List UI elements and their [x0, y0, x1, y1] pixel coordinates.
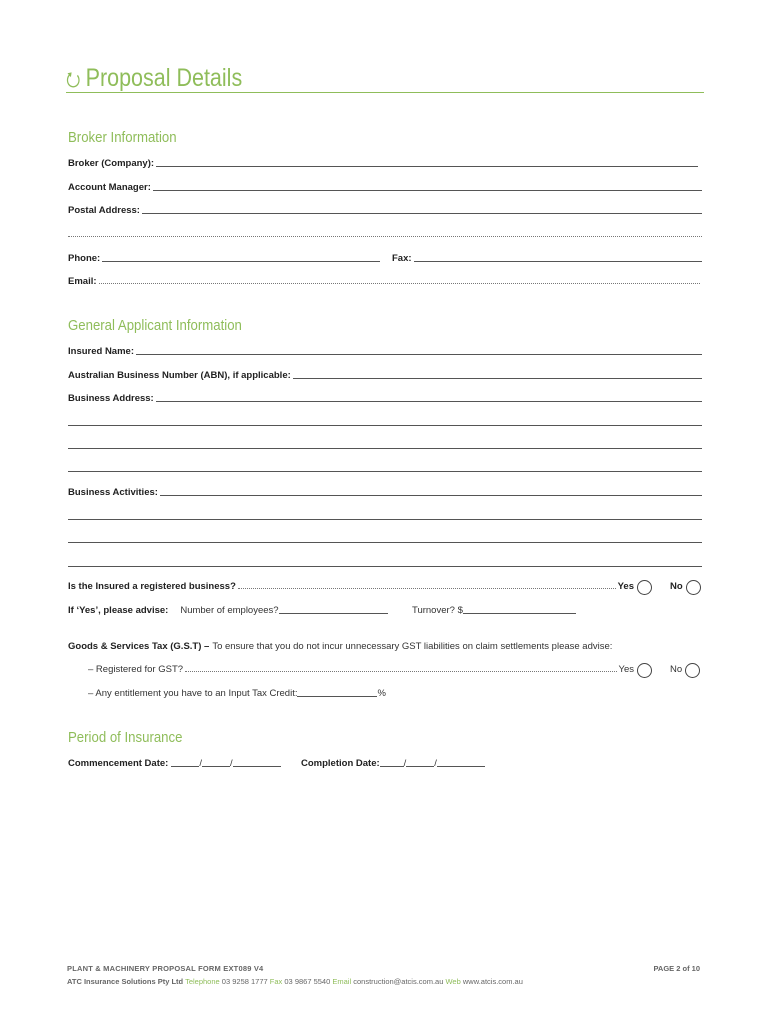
gst-label: Goods & Services Tax (G.S.T) – — [68, 641, 210, 652]
turnover-row — [412, 602, 576, 616]
footer-web[interactable]: www.atcis.com.au — [462, 977, 523, 986]
gst-no-group — [670, 661, 710, 675]
arrow-icon: ⭮ — [66, 69, 81, 91]
registered-business-question: Is the Insured a registered business? — [68, 581, 236, 592]
email-row — [68, 273, 702, 287]
if-yes-row — [68, 602, 388, 616]
turnover-field[interactable] — [463, 613, 576, 614]
completion-year-field[interactable] — [437, 766, 485, 767]
business-activities-row — [68, 484, 702, 498]
registered-no-radio[interactable] — [686, 580, 701, 595]
page-title-text: Proposal Details — [85, 64, 243, 92]
input-tax-credit-field[interactable] — [297, 696, 377, 697]
phone-field[interactable] — [102, 261, 380, 262]
postal-address-field[interactable] — [142, 213, 702, 214]
phone-row — [68, 250, 380, 264]
gst-registered-row — [88, 661, 652, 675]
completion-month-field[interactable] — [406, 766, 434, 767]
postal-address-row — [68, 202, 702, 216]
footer-form-name: PLANT & MACHINERY PROPOSAL FORM EXT089 V4 — [67, 964, 264, 973]
fax-field[interactable] — [414, 261, 702, 262]
business-address-label: Business Address: — [68, 393, 154, 404]
business-activities-field-3[interactable] — [68, 542, 702, 543]
broker-company-row — [68, 155, 698, 169]
gst-text: To ensure that you do not incur unnecessary GST liabilities on claim settlements please advise: — [212, 641, 613, 652]
business-address-field-4[interactable] — [68, 471, 702, 472]
account-manager-label: Account Manager: — [68, 182, 151, 193]
abn-row — [68, 367, 702, 381]
abn-label: Australian Business Number (ABN), if applicable: — [68, 370, 291, 381]
date-separator: / — [199, 758, 202, 769]
footer-telephone: 03 9258 1777 — [221, 977, 268, 986]
commencement-year-field[interactable] — [233, 766, 281, 767]
title-divider — [66, 92, 704, 93]
registered-yes-radio[interactable] — [637, 580, 652, 595]
turnover-label: Turnover? $ — [412, 605, 463, 616]
footer-fax: 03 9867 5540 — [284, 977, 331, 986]
input-tax-credit-label: – Any entitlement you have to an Input Tax Credit: — [88, 688, 298, 699]
phone-label: Phone: — [68, 253, 101, 264]
registered-no-group — [670, 578, 710, 592]
employees-label: Number of employees? — [180, 605, 279, 616]
footer-fax-label: Fax — [269, 977, 283, 986]
insured-name-row — [68, 343, 702, 357]
gst-registered-label: – Registered for GST? — [88, 664, 184, 675]
completion-day-field[interactable] — [380, 766, 404, 767]
if-yes-label: If ‘Yes’, please advise: — [68, 605, 169, 616]
email-field[interactable] — [99, 283, 700, 284]
account-manager-field[interactable] — [153, 190, 702, 191]
commencement-date-label: Commencement Date: — [68, 758, 169, 769]
insured-name-field[interactable] — [136, 354, 702, 355]
broker-company-field[interactable] — [156, 166, 698, 167]
footer-email[interactable]: construction@atcis.com.au — [353, 977, 444, 986]
page-number: PAGE 2 of 10 — [653, 964, 700, 973]
business-activities-field-4[interactable] — [68, 566, 702, 567]
footer-contact — [67, 977, 523, 986]
postal-address-field-2[interactable] — [68, 236, 702, 237]
section-title-applicant: General Applicant Information — [68, 317, 242, 334]
footer-email-label: Email — [332, 977, 352, 986]
fax-label: Fax: — [392, 253, 412, 264]
percent-sign: % — [377, 688, 386, 699]
footer-web-label: Web — [445, 977, 461, 986]
date-separator: / — [434, 758, 437, 769]
business-address-row — [68, 390, 702, 404]
footer-telephone-label: Telephone — [185, 977, 220, 986]
gst-yes-radio[interactable] — [637, 663, 652, 678]
completion-date-row — [301, 755, 511, 769]
employees-field[interactable] — [279, 613, 388, 614]
registered-business-row — [68, 578, 652, 592]
commencement-date-row — [68, 755, 298, 769]
business-address-field-2[interactable] — [68, 425, 702, 426]
date-separator: / — [403, 758, 407, 769]
date-separator: / — [229, 758, 233, 769]
section-title-period: Period of Insurance — [68, 729, 183, 746]
footer-company: ATC Insurance Solutions Pty Ltd — [67, 977, 184, 986]
page-title — [66, 64, 242, 99]
insured-name-label: Insured Name: — [68, 346, 134, 357]
broker-company-label: Broker (Company): — [68, 158, 155, 169]
input-tax-credit-row — [88, 685, 428, 699]
commencement-day-field[interactable] — [171, 766, 199, 767]
dot-leader — [185, 671, 616, 672]
fax-row — [392, 250, 702, 264]
email-label: Email: — [68, 276, 97, 287]
abn-field[interactable] — [293, 378, 702, 379]
business-activities-field-2[interactable] — [68, 519, 702, 520]
completion-date-label: Completion Date: — [301, 758, 380, 769]
commencement-month-field[interactable] — [202, 766, 230, 767]
business-activities-field[interactable] — [160, 495, 702, 496]
dot-leader — [238, 588, 616, 589]
business-address-field[interactable] — [156, 401, 702, 402]
no-label: No — [670, 581, 683, 592]
yes-label: Yes — [617, 581, 634, 592]
gst-yes-label: Yes — [618, 664, 634, 675]
postal-address-label: Postal Address: — [68, 205, 140, 216]
business-address-field-3[interactable] — [68, 448, 702, 449]
gst-row — [68, 638, 702, 652]
gst-no-radio[interactable] — [685, 663, 700, 678]
gst-no-label: No — [670, 664, 683, 675]
business-activities-label: Business Activities: — [68, 487, 158, 498]
account-manager-row — [68, 179, 702, 193]
section-title-broker: Broker Information — [68, 129, 177, 146]
